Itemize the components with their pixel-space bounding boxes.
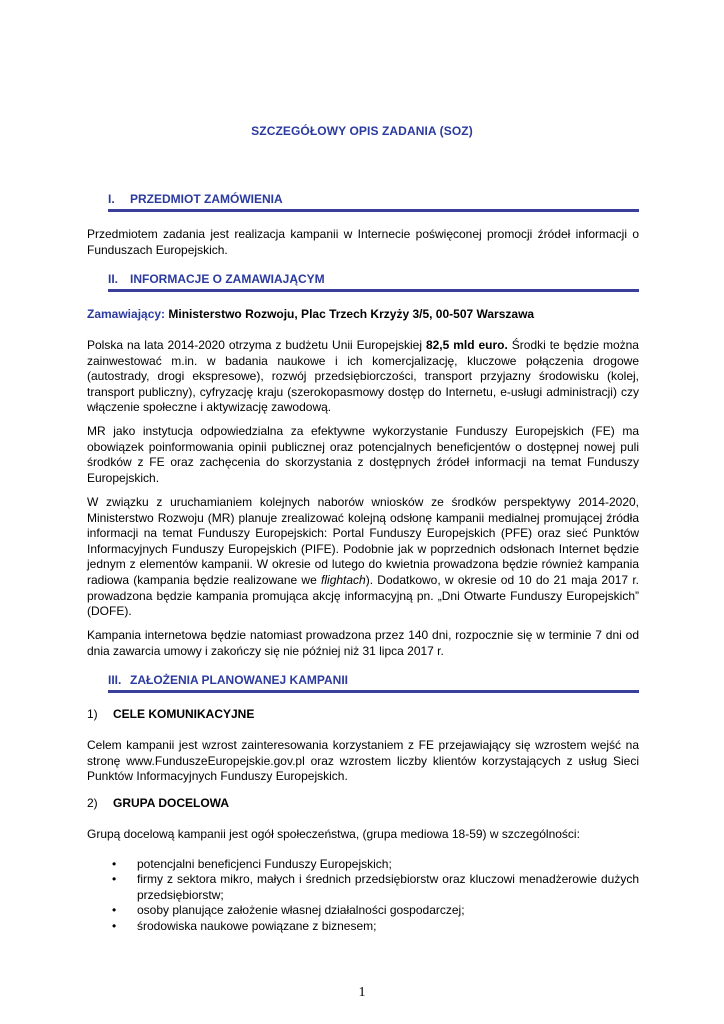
zamawiajacy-value: Ministerstwo Rozwoju, Plac Trzech Krzyży 3/5, 00-507 Warszawa — [168, 307, 535, 321]
list-item-text: firmy z sektora mikro, małych i średnich przedsiębiorstw oraz kluczowi menadżerowie dużych przedsiębiorstw; — [137, 872, 639, 902]
subheading-number: 1) — [87, 707, 98, 721]
paragraph-grupa: Grupą docelową kampanii jest ogół społeczeństwa, (grupa mediowa 18-59) w szczególności: — [87, 827, 580, 841]
page-number: 1 — [358, 985, 366, 1000]
paragraph-w-zwiazku — [87, 495, 639, 620]
section-heading-1 — [108, 192, 639, 212]
list-item — [112, 903, 639, 918]
paragraph-celem: Celem kampanii jest wzrost zainteresowania korzystaniem z FE przejawiający się wzrostem wejść na stronę www.FunduszeEuropejskie.gov.pl oraz wzrostem liczby klientów korzystających z usług Sieci Punktów Informacyjnych Funduszy Europejskich. — [87, 738, 639, 784]
bullet-icon: • — [112, 872, 117, 887]
paragraph-mr: MR jako instytucja odpowiedzialna za efektywne wykorzystanie Funduszy Europejskich (FE) ma obowiązek poinformowania opinii publicznej oraz potencjalnych beneficjentów o dostępnej nowej puli środków z FE oraz zachęcenia do skorzystania z dostępnych źródeł informacji na temat Funduszy Europejskich. — [87, 424, 639, 485]
italic-term: flightach — [321, 572, 366, 587]
paragraph-przedmiot: Przedmiotem zadania jest realizacja kampanii w Internecie poświęconej promocji źródeł informacji o Funduszach Europejskich. — [87, 227, 639, 257]
zamawiajacy-label: Zamawiający: — [87, 307, 166, 321]
paragraph-kampania: Kampania internetowa będzie natomiast prowadzona przez 140 dni, rozpocznie się w terminie 7 dni od dnia zawarcia umowy i zakończy się nie później niż 31 lipca 2017 r. — [87, 628, 639, 658]
subheading-number: 2) — [87, 796, 98, 810]
section-number: II. — [108, 272, 119, 286]
section-label: INFORMACJE O ZAMAWIAJĄCYM — [130, 272, 325, 286]
subheading-label: CELE KOMUNIKACYJNE — [113, 707, 255, 721]
section-number: I. — [108, 192, 115, 206]
bullet-icon: • — [112, 918, 117, 933]
subheading-label: GRUPA DOCELOWA — [113, 796, 229, 810]
section-number: III. — [108, 673, 122, 687]
zamawiajacy-line — [87, 307, 639, 323]
amount-bold: 82,5 mld euro. — [425, 338, 508, 352]
list-item-text: osoby planujące założenie własnej działalności gospodarczej; — [137, 903, 465, 918]
document-title: SZCZEGÓŁOWY OPIS ZADANIA (SOZ) — [251, 124, 473, 138]
target-group-list — [112, 857, 639, 934]
subheading-cele — [87, 707, 254, 721]
list-item — [112, 857, 639, 872]
subheading-grupa — [87, 796, 229, 810]
paragraph-text: Środki te będzie można zainwestować m.in. w badania naukowe i ich komercjalizację, kluczowe połączenia drogowe (autostrady, drogi ekspresowe), rozwój przedsiębiorczości, transport przyjazny środowisku (kolej, transport publiczny), cyfryzację kraju (szerokopasmowy dostęp do Internetu, e-usługi administracji) czy włączenie społeczne i aktywizację zawodową. — [87, 338, 639, 415]
paragraph-text: ). Dodatkowo, w okresie od 10 do 21 maja 2017 r. prowadzona będzie kampania promująca akcję informacyjną pn. „Dni Otwarte Funduszy Europejskich” (DOFE). — [87, 572, 640, 619]
bullet-icon: • — [112, 903, 117, 918]
bullet-icon: • — [112, 857, 117, 871]
list-item-text: środowiska naukowe powiązane z biznesem; — [137, 918, 377, 933]
section-heading-2 — [108, 272, 639, 292]
section-label: ZAŁOŻENIA PLANOWANEJ KAMPANII — [130, 673, 348, 687]
paragraph-text: W związku z uruchamianiem kolejnych naborów wniosków ze środków perspektywy 2014-2020, Ministerstwo Rozwoju (MR) planuje zrealizować kolejną odsłonę kampanii medialnej promującej źródła informacji na temat Funduszy Europejskich: Portal Funduszy Europejskich (PFE) oraz sieć Punktów Informacyjnych Funduszy Europejskich (PIFE). Podobnie jak w poprzednich odsłonach Internet będzie jednym z elementów kampanii. W okresie od lutego do kwietnia prowadzona będzie również kampania radiowa (kampania będzie realizowane we — [87, 495, 639, 587]
list-item — [112, 872, 639, 903]
paragraph-text: Polska na lata 2014-2020 otrzyma z budżetu Unii Europejskiej — [87, 338, 426, 352]
list-item-text: potencjalni beneficjenci Funduszy Europejskich; — [137, 857, 392, 871]
list-item — [112, 919, 639, 934]
section-heading-3 — [108, 673, 639, 693]
section-label: PRZEDMIOT ZAMÓWIENIA — [130, 192, 283, 206]
paragraph-polska — [87, 338, 639, 416]
